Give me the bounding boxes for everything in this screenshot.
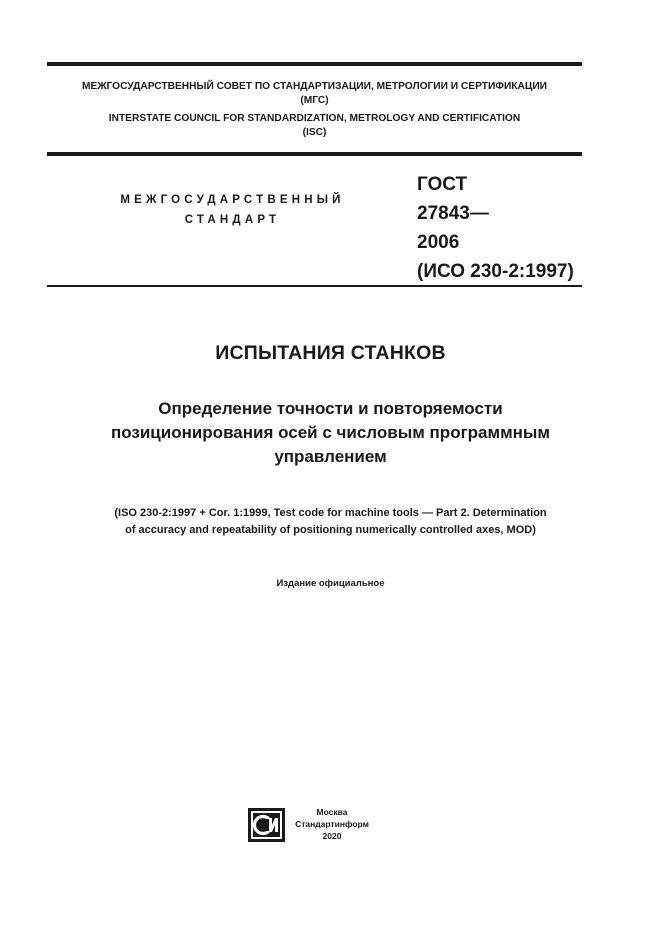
- edition-label: Издание официальное: [276, 578, 385, 589]
- council-bottom-rule: [47, 152, 582, 156]
- iso-reference-line2: of accuracy and repeatability of positioning numerically controlled axes, MOD): [125, 524, 536, 536]
- council-name-en-line1: INTERSTATE COUNCIL FOR STANDARDIZATION, METROLOGY AND CERTIFICATION: [108, 113, 521, 124]
- subtitle-line1: Определение точности и повторяемости: [158, 399, 503, 418]
- document-subtitle: [60, 397, 601, 469]
- imprint: [292, 806, 372, 842]
- designation-prefix: ГОСТ: [417, 174, 468, 195]
- standard-designation: [417, 170, 574, 286]
- designation-number: 27843—: [417, 203, 489, 224]
- standartinform-logo-icon: [248, 808, 285, 842]
- imprint-city: Москва: [316, 807, 348, 817]
- council-name-en: [47, 112, 582, 140]
- designation-iso-ref: (ИСО 230-2:1997): [417, 261, 574, 282]
- header-bottom-rule: [47, 285, 582, 287]
- designation-year: 2006: [417, 232, 460, 253]
- subtitle-line2: позиционирования осей с числовым программным: [110, 423, 551, 442]
- council-abbr-ru: (МГС): [300, 95, 329, 106]
- imprint-year: 2020: [322, 831, 342, 841]
- council-name-ru-line1: МЕЖГОСУДАРСТВЕННЫЙ СОВЕТ ПО СТАНДАРТИЗАЦИИ, МЕТРОЛОГИИ И СЕРТИФИКАЦИИ: [82, 81, 547, 92]
- top-rule: [47, 62, 582, 66]
- imprint-publisher: Стандартинформ: [295, 819, 369, 829]
- standard-type-line1: МЕЖГОСУДАРСТВЕННЫЙ: [120, 194, 345, 206]
- council-name-ru: [47, 80, 582, 108]
- iso-reference: [40, 505, 621, 539]
- document-title: ИСПЫТАНИЯ СТАНКОВ: [215, 342, 446, 364]
- subtitle-line3: управлением: [274, 447, 387, 466]
- council-abbr-en: (ISC): [302, 127, 327, 138]
- standard-type: [100, 190, 365, 230]
- iso-reference-line1: (ISO 230-2:1997 + Cor. 1:1999, Test code for machine tools — Part 2. Determination: [114, 507, 547, 519]
- standard-type-line2: СТАНДАРТ: [184, 214, 281, 226]
